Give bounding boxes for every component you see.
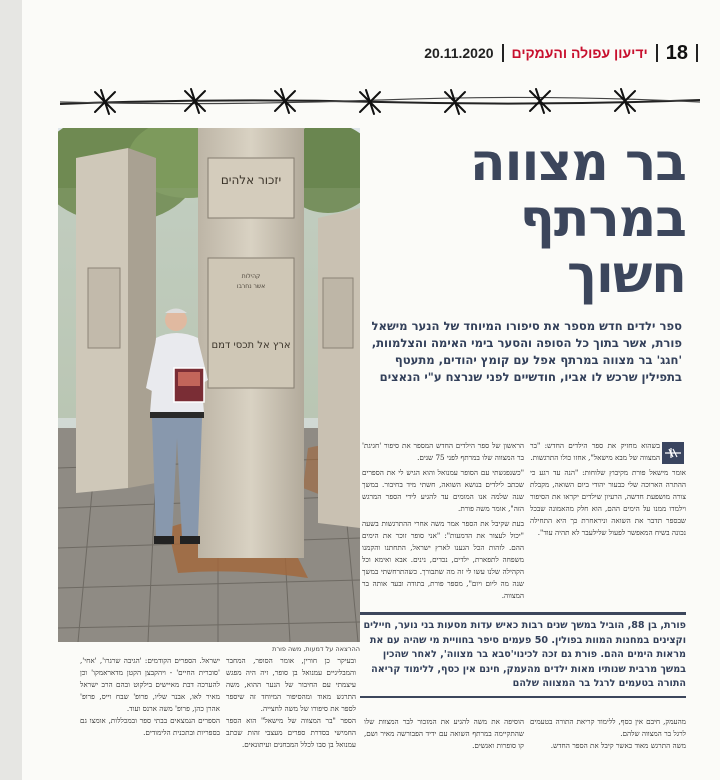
photo-caption: ההרצאה על דמעות, משה פורת [272, 645, 360, 653]
paragraph: "כשנפגשתי עם הסופר עמנואל והוא הגיש לי את הספרים שכתב לילדים בנושא השואה, חשתי מיד בחיבור. במשך שנה שלמה אנו המומים עד להגיע לידי הספר המרגש הזה", אומר משה פורת. [362, 468, 524, 513]
pull-quote [360, 612, 686, 698]
barbed-wire-graphic [60, 82, 700, 122]
body-column-2 [362, 440, 524, 605]
plaque-top-text: יזכור אלהים [220, 173, 282, 187]
newspaper-name: ידיעון עפולה והעמקים [511, 45, 648, 61]
header-divider [656, 44, 658, 62]
photo-illustration [58, 128, 360, 642]
subheadline: ספר ילדים חדש מספר את סיפורו המיוחד של הנער מישאל פורת, אשר בתוך כל הסופה והסער בימי האימה והצלמוות, 'חגג' בר מצווה במרתף אפל עם קומץ יהודים, מתעטף בתפילין שרכש לו אביו, חודשיים לפני שנרצח ע"י הנאצים [371, 319, 682, 384]
paragraph: הספר "בר המצווה של מישאל" הוא הספר החמישי בסדרת ספרים מעצבי זהות שכתב עמנואל בן סבו לכלל המבחנים ועיתונאים. [226, 716, 356, 749]
body-column-1 [530, 440, 686, 542]
pull-quote-text: פורת, בן 88, הוביל במשך שנים רבות כאיש עדות מסעות בני נוער, חיילים וקצינים במחנות המוות בפולין. 50 פעמים סיפר בחוויית מי שהיה עם את מראות הימים ההם. פורת גם זכה לכינוי'סבא בר מצווה', לאחר שהכין במשך מרבית שנותיו מאות ילדים מהעמק, חינם אין כסף, ללימוד קריאה התורה בטעמים לרגל בר המצווה שלהם [363, 620, 686, 689]
paragraph: בעת שקיבל את הספר אמר משה אחרי ההתרגשות בשעה "יכול לעצור את הדמעות": "אני סופר זוכר את הימים ההם. לזהות הכל הגענו לארץ ישראל, התחתנו והקמנו משפחה לתפארת, ילדים, נכדים, נינים. אבא ואימא וכל הקהילה שלנו עשו לי זה מה שתבורך. כשהתרחשתי במשך שנה מה ליום ויום", מספר פורת, בתודה ובעד אותה בר המצווה. [362, 519, 524, 600]
memorial-photo [58, 128, 360, 642]
body-column-bottom-4 [80, 655, 220, 739]
paragraph: הוסיפה את משה להגיע את המזכור לבר המצוות שלו שהתקיימה במרתף השואה עם ידיד הפבורשה מאיר ושם, קו סופרות ואנשים. [364, 717, 524, 750]
page-number: 18 [665, 41, 688, 64]
body-column-bottom-1 [530, 716, 686, 752]
plaque-bottom-text: ארץ אל תכסי דמם [211, 340, 291, 351]
body-column-bottom-2 [364, 716, 524, 752]
paragraph: אומר מישאל פורת מקיבוץ שלוחות: "הנה עד רגע כי ההתרה הארוכה שלי כבעור יהודי ביום השואה, מקבלת צורה מושפעת חדשה, הרעיון שילדים יקראו את הסיפור וילמדו ממנו על הימים ההם, הוא חלק מהאמונה שבכל שבספר תדבר את השואה וניראחרת כך היא התחילה נכונה בשיח המאפשר לפעול שלילעבר לא תהיה עוד". [530, 468, 686, 537]
issue-date: 20.11.2020 [424, 45, 494, 61]
paragraph: מהעמק, חיבם אין כסף, ללימוד קריאת התורה בטעמים לרגל בר המצווה שלהם. [530, 717, 686, 738]
paragraph: משה התרגש מאוד כאשר קיבל את הספר החדש. [550, 741, 686, 750]
page-margin [0, 0, 22, 780]
paragraph: הספרים הנמצאים בבתי ספר ובמכללות, אומצו גם בספריות ובתכנית הלימודים. [80, 716, 220, 737]
pull-quote-rule [360, 696, 686, 698]
header-divider [502, 44, 504, 62]
plaque-mid-text-1: קהילות [241, 273, 261, 280]
paragraph: הראשון של ספר הילדים החדש המספר את סיפור 'חגיגת' בר המצווה שלו במרתף לפני 75 שנים. [362, 441, 524, 462]
page-header [424, 42, 698, 64]
headline-line-3: חשוך [566, 245, 686, 305]
headline-line-1: בר מצווה [469, 133, 686, 193]
paragraph: בשהוא מחזיק את ספר הילדים החדש: "בר המצווה של מבא מישאל", אחזו כולו התרגשות. [530, 441, 660, 462]
headline [366, 135, 686, 303]
headline-line-2: במרתף [519, 189, 686, 249]
paragraph: ישראל. הספרים הקודמים: 'הגיבה שרגרו', 'אחי', 'סוכרית החיים' - ויהקבצן הקטן מדאראמקו' וכן להערכה דבת מאיישים בילקוט ובהם הרב ישראל מאיר לאו, אבנר שליו, פרופ' שבח וייס, פרופ' אהרן כהן, פרופ' משה ארנס ועוד. [80, 656, 220, 713]
paragraph: ובעיקר כן חורין, אומר הסופר, המחבר והמבליגיים עמנואל בן סופר, זיה היה מפגש עיצמתי עם החיבור של הנער ההוא, משה התרגש מאוד ומהסיפור המיוחד זה שיספר לספר את סיפורו של משה לחצייה. [226, 656, 356, 713]
plaque-mid-text-2: אשר נחרבו [236, 283, 266, 290]
body-column-bottom-3 [226, 655, 356, 751]
header-divider [696, 44, 698, 62]
